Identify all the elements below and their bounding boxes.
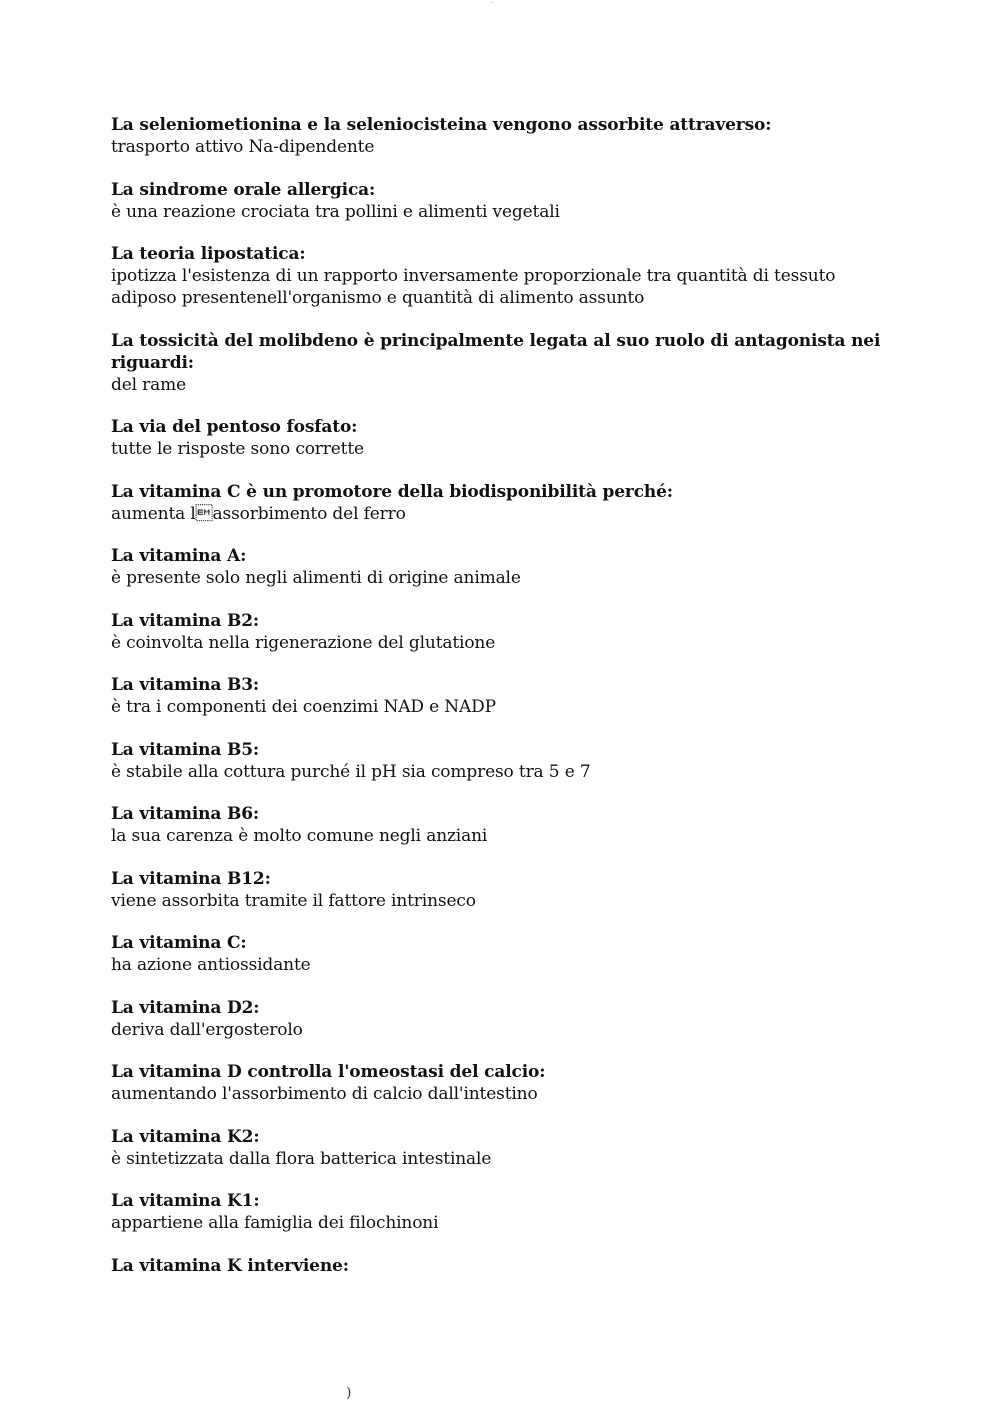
answer: del rame — [111, 374, 187, 395]
question: La vitamina D controlla l'omeostasi del calcio: — [111, 1062, 546, 1082]
question: La vitamina C è un promotore della biodisponibilità perché: — [111, 481, 673, 502]
qa-item — [111, 416, 901, 460]
question: La vitamina B2: — [111, 610, 260, 631]
qa-item — [111, 1061, 901, 1105]
qa-list — [111, 114, 901, 1297]
answer: aumentando l'assorbimento di calcio dall'intestino — [111, 1084, 538, 1104]
question: La sindrome orale allergica: — [111, 179, 376, 200]
answer: è tra i componenti dei coenzimi NAD e NADP — [111, 697, 496, 717]
qa-item — [111, 481, 901, 525]
question: La teoria lipostatica: — [111, 244, 306, 264]
question: La tossicità del molibdeno è principalmente legata al suo ruolo di antagonista nei riguardi: — [111, 330, 881, 373]
answer: è una reazione crociata tra pollini e alimenti vegetali — [111, 201, 560, 222]
qa-item — [111, 1255, 901, 1277]
qa-item — [111, 610, 901, 654]
question: La vitamina K1: — [111, 1191, 260, 1211]
header-mark: ~~~ — [490, 0, 496, 4]
qa-item — [111, 179, 901, 223]
question: La vitamina D2: — [111, 997, 260, 1018]
question: La vitamina B6: — [111, 804, 260, 824]
qa-item — [111, 114, 901, 158]
qa-item — [111, 330, 901, 396]
qa-item — [111, 932, 901, 976]
qa-item — [111, 868, 901, 912]
question: La vitamina K interviene: — [111, 1255, 349, 1276]
answer: ha azione antiossidante — [111, 955, 311, 975]
answer: la sua carenza è molto comune negli anziani — [111, 826, 488, 846]
qa-item — [111, 674, 901, 718]
question: La vitamina A: — [111, 546, 247, 566]
question: La vitamina K2: — [111, 1126, 260, 1147]
question: La seleniometionina e la seleniocisteina vengono assorbite attraverso: — [111, 115, 772, 135]
qa-item — [111, 243, 901, 309]
qa-item — [111, 1126, 901, 1170]
qa-item — [111, 739, 901, 783]
question: La via del pentoso fosfato: — [111, 417, 358, 437]
answer: è sintetizzata dalla flora batterica intestinale — [111, 1148, 492, 1169]
answer: deriva dall'ergosterolo — [111, 1019, 303, 1040]
question: La vitamina B3: — [111, 675, 260, 695]
question: La vitamina B12: — [111, 868, 271, 889]
question: La vitamina C: — [111, 933, 247, 953]
qa-item — [111, 1190, 901, 1234]
qa-item — [111, 545, 901, 589]
answer: trasporto attivo Na-dipendente — [111, 137, 375, 157]
answer: tutte le risposte sono corrette — [111, 439, 364, 459]
qa-item — [111, 803, 901, 847]
answer: è stabile alla cottura purché il pH sia compreso tra 5 e 7 — [111, 761, 591, 782]
answer: viene assorbita tramite il fattore intrinseco — [111, 890, 476, 911]
answer: è presente solo negli alimenti di origine animale — [111, 568, 521, 588]
answer: è coinvolta nella rigenerazione del glutatione — [111, 632, 496, 653]
footer-mark: ) — [346, 1385, 352, 1401]
question: La vitamina B5: — [111, 739, 260, 760]
answer: aumenta lassorbimento del ferro — [111, 503, 406, 524]
answer: ipotizza l'esistenza di un rapporto inversamente proporzionale tra quantità di tessuto adiposo presentenell'organismo e quantità di alimento assunto — [111, 266, 836, 308]
answer: appartiene alla famiglia dei filochinoni — [111, 1213, 439, 1233]
qa-item — [111, 997, 901, 1041]
